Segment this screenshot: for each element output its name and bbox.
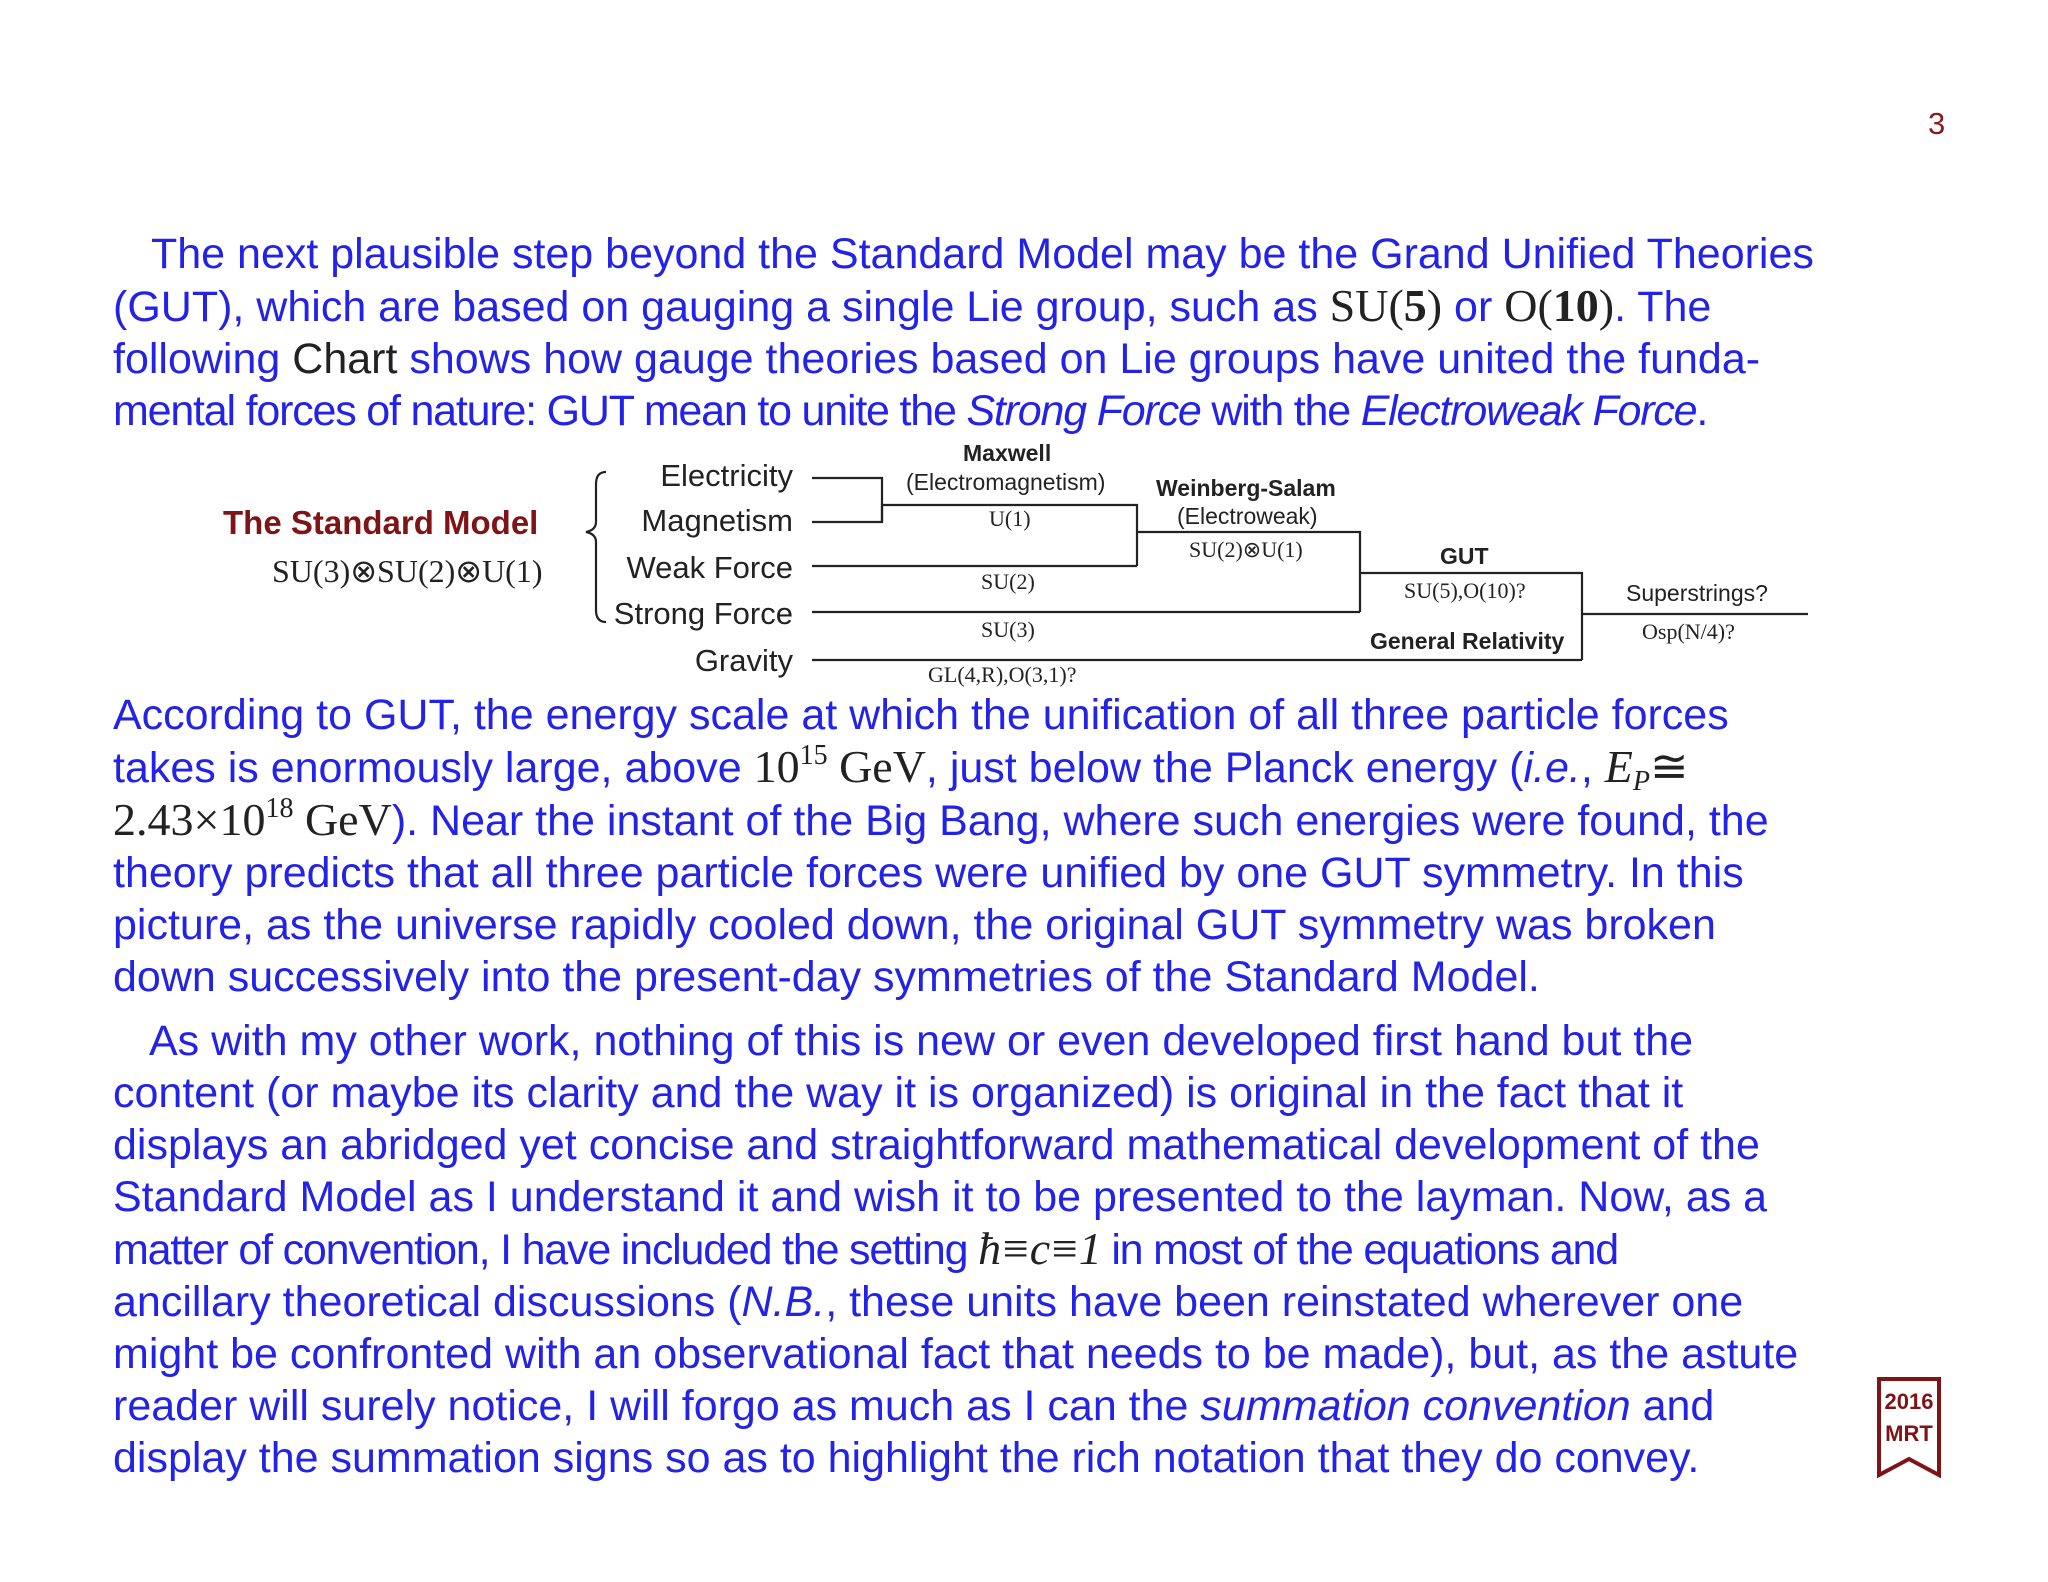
text-span: with the <box>1200 387 1361 435</box>
force-magnetism: Magnetism <box>641 503 793 538</box>
energy-1e15 <box>754 741 926 792</box>
text-span: or <box>1442 283 1505 331</box>
text-span: ancillary theoretical discussions ( <box>113 1278 742 1326</box>
text-span: takes is enormously large, above <box>113 744 754 792</box>
standard-model-title: The Standard Model <box>223 504 539 541</box>
para2-line5: picture, as the universe rapidly cooled down, the original GUT symmetry was broken <box>113 901 1716 949</box>
stamp-year: 2016 <box>1884 1389 1934 1414</box>
weak-group: SU(2) <box>981 569 1035 594</box>
text-italic: i.e. <box>1523 744 1581 792</box>
text-span: shows how gauge theories based on Lie groups have united the funda- <box>397 335 1761 383</box>
math-bold: 10 <box>1552 280 1599 331</box>
text-span: ). Near the instant of the Big Bang, where such energies were found, the <box>391 797 1769 845</box>
para3-line3: displays an abridged yet concise and straightforward mathematical development of the <box>113 1121 1760 1169</box>
planck-energy-symbol <box>1604 741 1689 797</box>
force-electricity: Electricity <box>660 458 793 493</box>
gut-group: SU(5),O(10)? <box>1404 578 1526 603</box>
maxwell-group: U(1) <box>989 506 1031 531</box>
text-span: , these units have been reinstated wherever one <box>825 1278 1744 1326</box>
text-span: (GUT), which are based on gauging a single Lie group, such as <box>113 283 1330 331</box>
math-span: GeV <box>827 741 926 792</box>
math-span: SU( <box>1329 280 1404 331</box>
para2-line6: down successively into the present-day symmetries of the Standard Model. <box>113 953 1540 1001</box>
math-sup: 15 <box>799 740 828 771</box>
math-bold: 5 <box>1403 280 1427 331</box>
math-span: 10 <box>753 741 800 792</box>
para3-line8 <box>113 1380 1953 1432</box>
text-span: , just below the Planck energy ( <box>925 744 1524 792</box>
weinberg-salam-subtitle: (Electroweak) <box>1177 503 1318 529</box>
maxwell-title: Maxwell <box>963 440 1052 466</box>
gravity-group: GL(4,R),O(3,1)? <box>928 662 1077 687</box>
planck-energy-value <box>113 794 392 845</box>
text-span: . <box>1696 387 1708 435</box>
para2-line3 <box>113 794 1953 847</box>
natural-units-math: ħ≡c≡1 <box>978 1223 1101 1274</box>
text-span: following <box>113 335 293 383</box>
math-span: ≅ <box>1649 741 1689 792</box>
para2-line1: According to GUT, the energy scale at which the unification of all three particle forces <box>113 691 1729 739</box>
superstrings-title: Superstrings? <box>1626 580 1768 606</box>
para3-line1: As with my other work, nothing of this is new or even developed first hand but the <box>149 1017 1694 1065</box>
page-number: 3 <box>1928 106 1946 141</box>
text-italic: summation convention <box>1200 1382 1631 1430</box>
text-span: mental forces of nature: GUT mean to unite the <box>113 387 967 435</box>
mrt-bookmark-stamp <box>1877 1377 1941 1479</box>
text-italic: N.B. <box>741 1278 826 1326</box>
stamp-initials: MRT <box>1885 1421 1933 1446</box>
force-gravity: Gravity <box>694 643 793 678</box>
para3-line5 <box>113 1223 1953 1276</box>
chart-link[interactable]: Chart <box>292 335 398 383</box>
text-italic: Strong Force <box>966 387 1201 435</box>
force-weak: Weak Force <box>626 550 793 585</box>
standard-model-brace <box>586 472 606 622</box>
maxwell-subtitle: (Electromagnetism) <box>906 469 1106 495</box>
para3-line6 <box>113 1276 1953 1328</box>
math-span: 2.43×10 <box>113 794 266 845</box>
para2-line2 <box>113 740 1953 797</box>
math-sup: 18 <box>265 793 294 824</box>
text-span: in most of the equations and <box>1100 1226 1618 1274</box>
author-note-paragraph <box>113 1015 1953 1484</box>
superstrings-group: Osp(N/4)? <box>1642 619 1735 644</box>
line-electricity <box>812 478 882 522</box>
text-span: matter of convention, I have included the setting <box>113 1226 979 1274</box>
text-span: , <box>1580 744 1605 792</box>
math-span: GeV <box>293 794 392 845</box>
gut-energy-paragraph <box>113 689 1953 1003</box>
weinberg-salam-group: SU(2)⊗U(1) <box>1189 537 1303 562</box>
text-span: reader will surely notice, I will forgo as much as I can the <box>113 1382 1201 1430</box>
para3-line2: content (or maybe its clarity and the way it is organized) is original in the fact that it <box>113 1069 1684 1117</box>
math-sub: P <box>1632 766 1650 797</box>
math-span: ) <box>1426 280 1443 331</box>
para2-line4: theory predicts that all three particle forces were unified by one GUT symmetry. In this <box>113 849 1744 897</box>
math-italic: E <box>1604 741 1633 792</box>
weinberg-salam-title: Weinberg-Salam <box>1156 475 1336 501</box>
line-magnetism <box>812 505 1137 566</box>
text-italic: Electroweak Force <box>1360 387 1697 435</box>
strong-group: SU(3) <box>981 617 1035 642</box>
para3-line9: display the summation signs so as to highlight the rich notation that they do convey. <box>113 1434 1700 1482</box>
standard-model-group: SU(3)⊗SU(2)⊗U(1) <box>272 553 543 589</box>
force-strong: Strong Force <box>613 596 793 631</box>
para1-line1: The next plausible step beyond the Standard Model may be the Grand Unified Theories <box>151 230 1814 278</box>
text-span: and <box>1630 1382 1715 1430</box>
text-span: . The <box>1614 283 1712 331</box>
gut-title: GUT <box>1440 543 1489 569</box>
para3-line7: might be confronted with an observational fact that needs to be made), but, as the astute <box>113 1330 1799 1378</box>
math-span: O( <box>1504 280 1553 331</box>
general-relativity-title: General Relativity <box>1370 628 1565 654</box>
para3-line4: Standard Model as I understand it and wish it to be presented to the layman. Now, as a <box>113 1173 1768 1221</box>
math-span: ) <box>1598 280 1615 331</box>
